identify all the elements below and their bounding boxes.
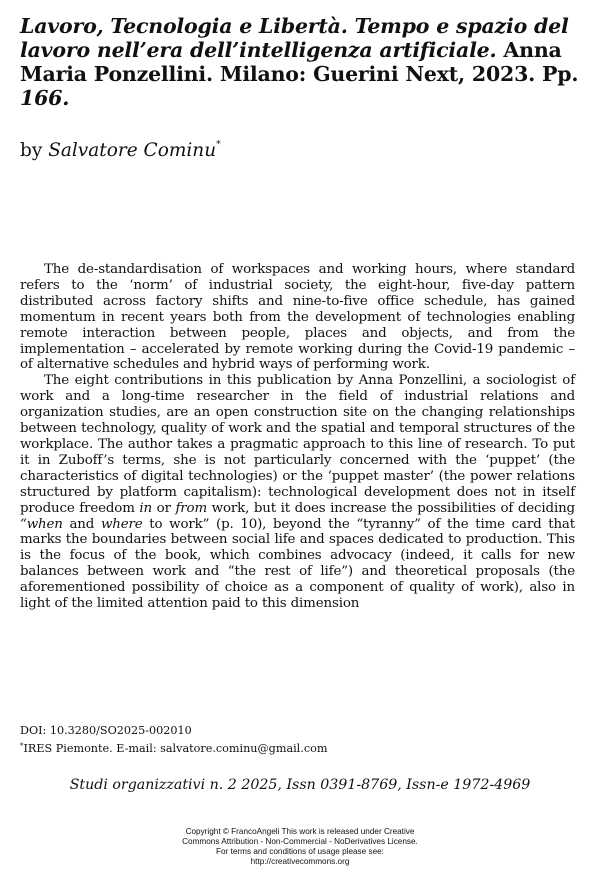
license-link[interactable]: http://creativecommons.org [250, 857, 350, 866]
book-reference: Anna Maria Ponzellini. Milano: Guerini Next, 2023. Pp. [20, 38, 579, 86]
copyright-line-2: Commons Attribution - Non-Commercial - NoDerivatives License. [182, 837, 418, 846]
book-title: Lavoro, Tecnologia e Libertà. Tempo e spazio del lavoro nell’era dell’intelligenza artificiale. [20, 14, 569, 62]
doi: DOI: 10.3280/SO2025-002010 [20, 724, 192, 737]
affiliation-note [20, 739, 327, 757]
copyright-line-1: Copyright © FrancoAngeli This work is released under Creative [185, 827, 415, 836]
paragraph-1: The de-standardisation of workspaces and working hours, where standard refers to the ‘norm’ of industrial society, the eight-hour, five-day pattern distributed across factory shifts and nine-to-five office schedule, has gained momentum in recent years both from the development of technologies enabling remote interaction between people, places and objects, and from the implementation – accelerated by remote working during the Covid-19 pandemic – of alternative schedules and hybrid ways of performing work. [20, 262, 575, 373]
text-run: The eight contributions in this publication by Anna Ponzellini, a sociologist of work and a long-time researcher in the field of industrial relations and organization studies, are an open construction site on the changing relationships between technology, quality of work and the spatial and temporal structures of the workplace. The author takes a pragmatic approach to this line of research. To put it in Zuboff’s terms, she is not particularly concerned with the ‘puppet’ (the characteristics of digital technologies) or the ‘puppet master’ (the power relations structured by platform capitalism): technological development does not in itself produce freedom [20, 373, 575, 516]
emphasis-when: “when [20, 516, 63, 532]
author-name: Salvatore Cominu [48, 140, 217, 161]
page-count: 166. [20, 86, 70, 110]
byline-prefix: by [20, 140, 49, 161]
text-run: and [62, 516, 101, 532]
article-body [20, 262, 575, 612]
affiliation: IRES Piemonte. E-mail: salvatore.cominu@gmail.com [23, 741, 328, 755]
copyright-notice [0, 827, 600, 867]
emphasis-where: where [100, 516, 143, 532]
byline [20, 133, 221, 163]
paragraph-2 [20, 373, 575, 612]
article-title [20, 14, 582, 110]
text-run: work, but it does increase the possibilities of deciding [207, 500, 575, 516]
author-footnote-marker: * [216, 140, 221, 150]
emphasis-in: in [139, 500, 153, 516]
text-run: to work” (p. 10), beyond the “tyranny” of the time card that marks the boundaries between social life and spaces dedicated to production. This is the focus of the book, which combines advocacy (indeed, it calls for new balances between work and “the rest of life”) and theoretical proposals (the aforementioned possibility of choice as a component of quality of work), also in light of the limited attention paid to this dimension [20, 516, 575, 612]
text-run: or [152, 500, 176, 516]
footnote-marker: * [20, 741, 24, 750]
copyright-line-3: For terms and conditions of usage please see: [216, 847, 384, 856]
journal-citation: Studi organizzativi n. 2 2025, Issn 0391-8769, Issn-e 1972-4969 [69, 777, 531, 793]
footnote [20, 724, 327, 756]
emphasis-from: from [175, 500, 208, 516]
